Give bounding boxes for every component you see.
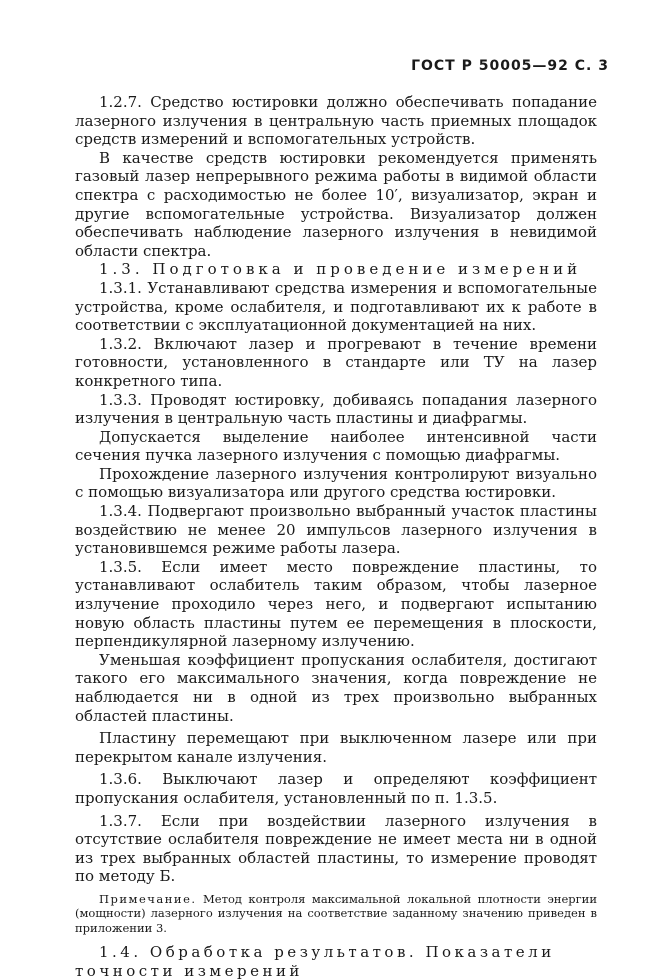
paragraph-1-3-5: 1.3.5. Если имеет место повреждение пластины, то устанавливают ослабитель таким образом, чтобы лазерное излучение проходило через него, и подвергают испытанию новую область пластины путем ее перемещения в плоскости, перпендикулярной лазерному излучению. [75,557,597,651]
paragraph-1-3-7: 1.3.7. Если при воздействии лазерного излучения в отсутствие ослабителя повреждение не имеет места ни в одной из трех выбранных областей пластины, то измерение проводят по методу Б. [75,811,597,886]
paragraph-1-2-7: 1.2.7. Средство юстировки должно обеспечивать попадание лазерного излучения в центральную часть приемных площадок средств измерений и вспомогательных устройств. [75,93,597,149]
paragraph-reduce-transmission: Уменьшая коэффициент пропускания ослабителя, достигают такого его максимального значения, когда повреждение не наблюдается ни в одной из трех произвольно выбранных областей пластины. [75,650,597,725]
paragraph-1-3-6: 1.3.6. Выключают лазер и определяют коэффициент пропускания ослабителя, установленный по п. 1.3.5. [75,770,597,807]
paragraph-1-3-2: 1.3.2. Включают лазер и прогревают в течение времени готовности, установленного в стандарте или ТУ на лазер конкретного типа. [75,334,597,390]
paragraph-1-3-4: 1.3.4. Подвергают произвольно выбранный участок пластины воздействию не менее 20 импульсов лазерного излучения в установившемся режиме работы лазера. [75,502,597,558]
standard-header: ГОСТ Р 50005—92 С. 3 [411,58,609,74]
note-label: Примечание. [99,891,197,906]
section-heading-1-4: 1.4. Обработка результатов. Показатели точности измерений [75,943,555,980]
section-heading-1-3: 1.3. Подготовка и проведение измерений [99,260,582,279]
paragraph-adjustment-means: В качестве средств юстировки рекомендуется применять газовый лазер непрерывного режима работы в видимой области спектра с расходимостью не более 10′, визуализатор, экран и другие вспомогательные устройства. Визуализатор должен обеспечивать наблюдение лазерного излучения в невидимой области спектра. [75,148,597,260]
paragraph-1-3-3: 1.3.3. Проводят юстировку, добиваясь попадания лазерного излучения в центральную часть пластины и диафрагмы. [75,390,597,428]
note-text: Метод контроля максимальной локальной плотности энергии (мощности) лазерного излучения на соответствие заданному значению приведен в приложении 3. [75,891,597,935]
paragraph-1-3-1: 1.3.1. Устанавливают средства измерения и вспомогательные устройства, кроме ослабителя, и подготавливают их к работе в соответствии с эксплуатационной документацией на них. [75,278,597,335]
paragraph-visual-control: Прохождение лазерного излучения контролируют визуально с помощью визуализатора или другого средства юстировки. [75,464,597,502]
note [75,892,597,935]
paragraph-move-plate: Пластину перемещают при выключенном лазере или при перекрытом канале излучения. [75,729,597,766]
paragraph-diaphragm: Допускается выделение наиболее интенсивной части сечения пучка лазерного излучения с помощью диафрагмы. [75,427,597,465]
document-body [75,93,597,980]
